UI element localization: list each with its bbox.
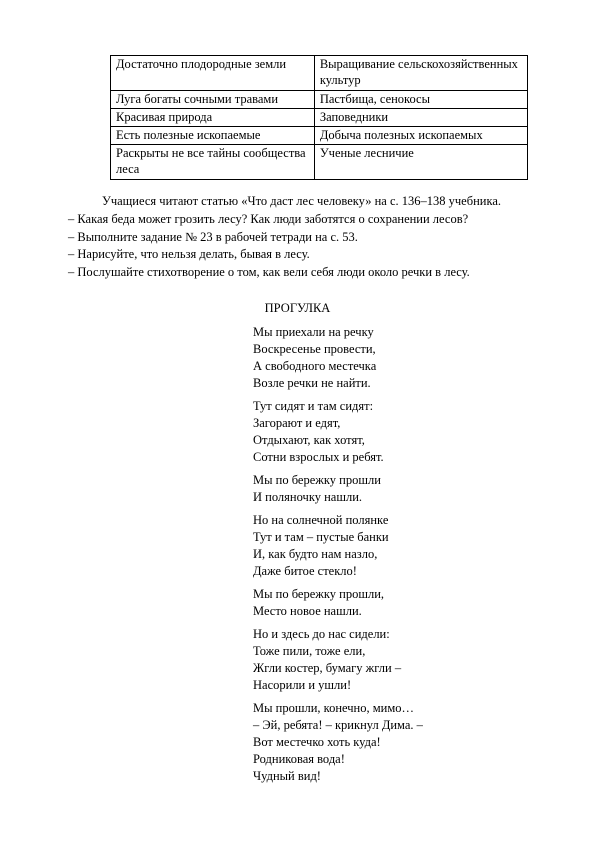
table-cell-feature: Есть полезные ископаемые [111,127,315,145]
poem-line: Мы по бережку прошли, [253,587,385,601]
poem-line: Возле речки не найти. [253,376,371,390]
poem-stanza [253,586,493,620]
poem-line: И поляночку нашли. [253,490,363,504]
poem-stanza [253,700,493,785]
table-row [111,91,528,109]
poem-line: Насорили и ушли! [253,678,352,692]
table-row [111,145,528,180]
task-paragraph: – Выполните задание № 23 в рабочей тетради на с. 53. [68,230,358,244]
table-cell-feature: Красивая природа [111,109,315,127]
poem-line: А свободного местечка [253,359,377,373]
poem-line: Мы прошли, конечно, мимо… [253,701,414,715]
poem-stanza [253,324,493,392]
poem-line: Мы по бережку прошли [253,473,381,487]
table-cell-feature: Достаточно плодородные земли [111,56,315,91]
table-row [111,109,528,127]
poem-line: Воскресенье провести, [253,342,376,356]
table-cell-use: Пастбища, сенокосы [314,91,527,109]
table-row [111,56,528,91]
poem-line: Тут и там – пустые банки [253,530,389,544]
question-paragraph: – Какая беда может грозить лесу? Как люди заботятся о сохранении лесов? [68,212,469,226]
table-cell-feature: Раскрыты не все тайны сообщества леса [111,145,315,180]
poem-line: Место новое нашли. [253,604,362,618]
table-cell-use: Выращивание сельскохозяйственных культур [314,56,527,91]
poem-line: Но и здесь до нас сидели: [253,627,390,641]
task-paragraph: – Послушайте стихотворение о том, как вели себя люди около речки в лесу. [68,265,470,279]
poem-stanza [253,626,493,694]
task-paragraph: – Нарисуйте, что нельзя делать, бывая в лесу. [68,247,310,261]
forest-resources-table [110,55,528,180]
poem-stanza [253,472,493,506]
table-cell-use: Ученые лесничие [314,145,527,180]
poem-title: ПРОГУЛКА [264,301,331,315]
table-cell-use: Добыча полезных ископаемых [314,127,527,145]
poem-line: Жгли костер, бумагу жгли – [253,661,402,675]
poem-line: Тут сидят и там сидят: [253,399,374,413]
poem-line: Вот местечко хоть куда! [253,735,381,749]
poem-line: Отдыхают, как хотят, [253,433,365,447]
poem-line: Сотни взрослых и ребят. [253,450,384,464]
poem-line: Родниковая вода! [253,752,345,766]
poem-line: Тоже пили, тоже ели, [253,644,366,658]
poem-stanza [253,512,493,580]
instruction-paragraph: Учащиеся читают статью «Что даст лес человеку» на с. 136–138 учебника. [102,194,502,208]
poem-line: Но на солнечной полянке [253,513,389,527]
poem-line: Мы приехали на речку [253,325,374,339]
poem-body [253,324,493,791]
poem-line: – Эй, ребята! – крикнул Дима. – [253,718,423,732]
table-cell-use: Заповедники [314,109,527,127]
poem-line: Даже битое стекло! [253,564,357,578]
poem-line: Загорают и едят, [253,416,341,430]
poem-line: И, как будто нам назло, [253,547,378,561]
table-row [111,127,528,145]
table-cell-feature: Луга богаты сочными травами [111,91,315,109]
poem-stanza [253,398,493,466]
poem-line: Чудный вид! [253,769,321,783]
